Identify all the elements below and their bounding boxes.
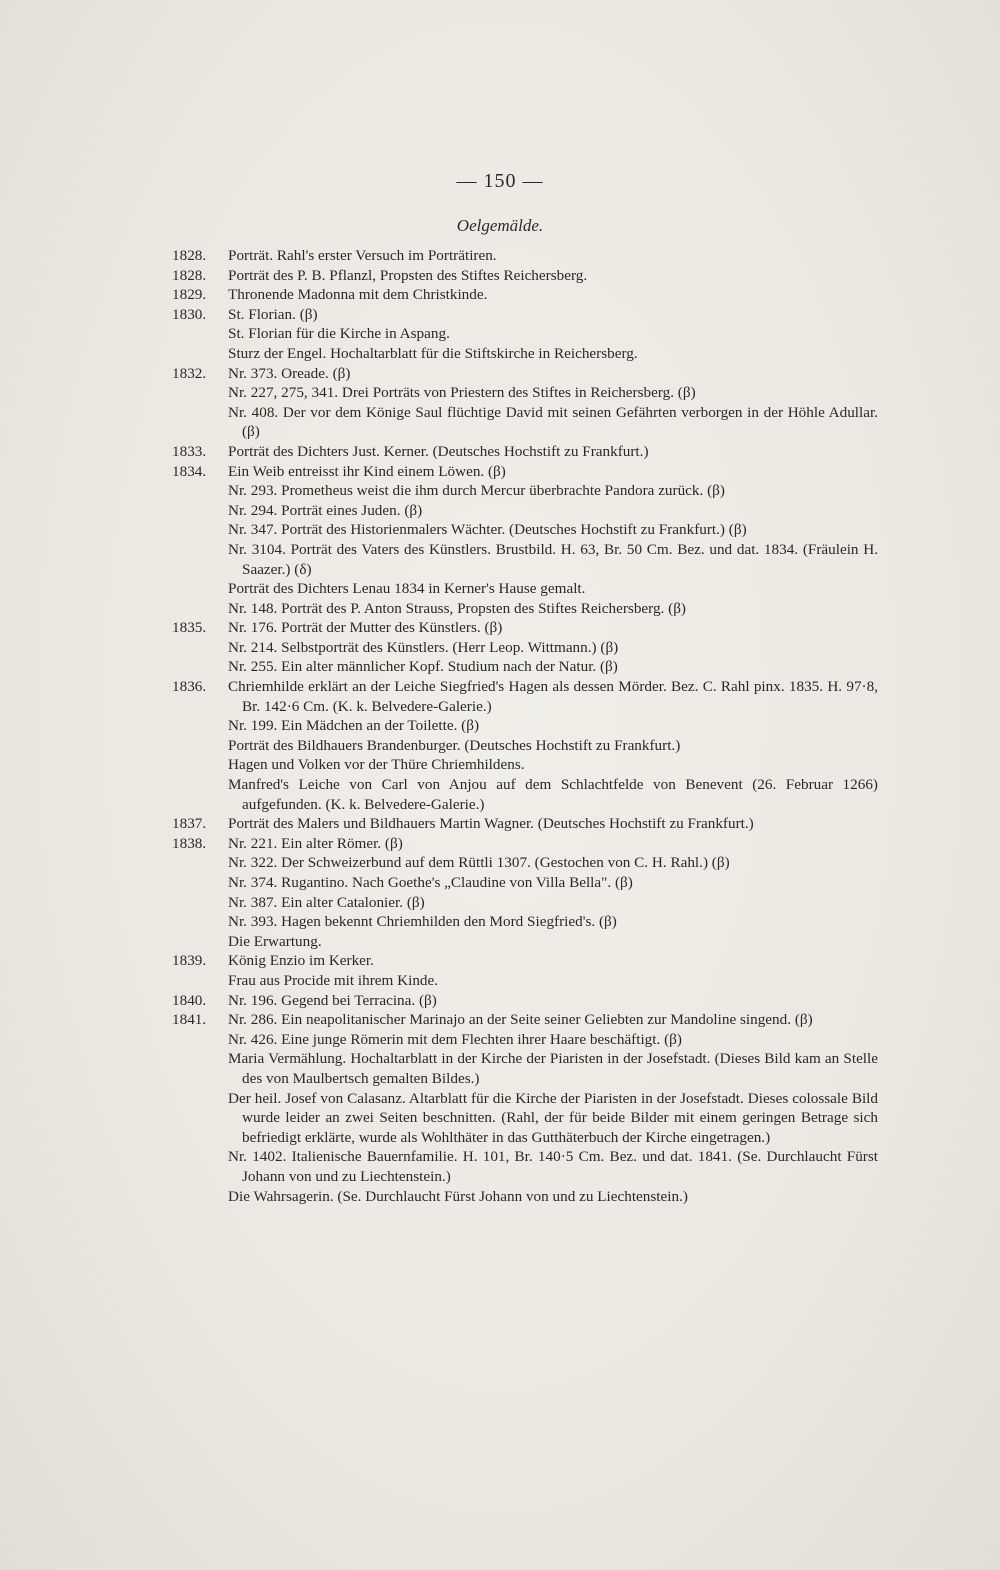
entry-text: Nr. 373. Oreade. (β) [228,364,351,382]
entry-year: 1837. [172,815,207,833]
catalog-entry [172,736,878,756]
entry-text: Maria Vermählung. Hochaltarblatt in der Kirche der Piaristen in der Josefstadt. (Dieses Bild kam an Stelle des von Maulbertsch gemalten Bildes.) [228,1050,878,1087]
entry-year: 1833. [172,442,207,460]
catalog-entry [172,324,878,344]
catalog-entry [172,344,878,364]
catalog-list [172,246,878,1206]
catalog-entry [172,893,878,913]
catalog-entry [172,755,878,775]
entry-text: Porträt des Dichters Just. Kerner. (Deutsches Hochstift zu Frankfurt.) [228,442,649,460]
catalog-entry [172,383,878,403]
entry-text: Nr. 221. Ein alter Römer. (β) [228,834,403,852]
catalog-entry [172,951,878,971]
entry-year: 1834. [172,462,207,480]
catalog-entry [172,991,878,1011]
entry-text: Nr. 3104. Porträt des Vaters des Künstlers. Brustbild. H. 63, Br. 50 Cm. Bez. und dat. 1834. (Fräulein H. Saazer.) (δ) [228,540,878,578]
entry-text: Porträt. Rahl's erster Versuch im Porträtiren. [228,247,497,264]
entry-text: St. Florian. (β) [228,305,318,323]
entry-text: Hagen und Volken vor der Thüre Chriemhildens. [228,756,525,774]
entry-text: Der heil. Josef von Calasanz. Altarblatt für die Kirche der Piaristen in der Josefstadt. Dieses colossale Bild wurde leider an zwei Seiten beschnitten. (Rahl, der für beide Bilder mit einem geringen Betrage sich befriedigt erklärte, wurde als Wohlthäter in das Gutthäterbuch der Kirche eingetragen.) [228,1089,878,1146]
entry-text: Nr. 387. Ein alter Catalonier. (β) [228,893,425,911]
entry-text: Nr. 255. Ein alter männlicher Kopf. Studium nach der Natur. (β) [228,658,618,676]
catalog-entry [172,1049,878,1088]
catalog-entry [172,481,878,501]
entry-text: Nr. 347. Porträt des Historienmalers Wächter. (Deutsches Hochstift zu Frankfurt.) (β) [228,521,747,539]
entry-year: 1836. [172,678,207,696]
catalog-entry [172,266,878,286]
section-title: Oelgemälde. [456,216,544,235]
entry-text: Die Erwartung. [228,932,322,950]
entry-year: 1832. [172,364,207,382]
entry-text: Thronende Madonna mit dem Christkinde. [228,286,488,304]
entry-text: Nr. 393. Hagen bekennt Chriemhilden den Mord Siegfried's. (β) [228,913,617,931]
catalog-entry [172,932,878,952]
catalog-entry [172,775,878,814]
entry-text: Porträt des Malers und Bildhauers Martin Wagner. (Deutsches Hochstift zu Frankfurt.) [228,815,754,833]
catalog-entry [172,364,878,384]
entry-text: Die Wahrsagerin. (Se. Durchlaucht Fürst Johann von und zu Liechtenstein.) [228,1187,688,1205]
entry-year: 1839. [172,952,207,970]
catalog-entry [172,246,878,266]
catalog-entry [172,599,878,619]
catalog-entry [172,618,878,638]
entry-text: Porträt des Bildhauers Brandenburger. (Deutsches Hochstift zu Frankfurt.) [228,736,681,754]
catalog-entry [172,540,878,579]
entry-text: Nr. 286. Ein neapolitanischer Marinajo an der Seite seiner Geliebten zur Mandoline singend. (β) [228,1011,813,1029]
entry-text: Nr. 293. Prometheus weist die ihm durch Mercur überbrachte Pandora zurück. (β) [228,482,725,500]
entry-text: Porträt des Dichters Lenau 1834 in Kerner's Hause gemalt. [228,580,586,598]
entry-text: Nr. 322. Der Schweizerbund auf dem Rüttli 1307. (Gestochen von C. H. Rahl.) (β) [228,854,730,872]
entry-text: Nr. 1402. Italienische Bauernfamilie. H. 101, Br. 140·5 Cm. Bez. und dat. 1841. (Se. Durchlaucht Fürst Johann von und zu Liechtenstein.) [228,1148,878,1185]
entry-year: 1829. [172,286,207,304]
entry-text: Chriemhilde erklärt an der Leiche Siegfried's Hagen als dessen Mörder. Bez. C. Rahl pinx. 1835. H. 97·8, Br. 142·6 Cm. (K. k. Belvedere-Galerie.) [228,678,878,715]
catalog-entry [172,1147,878,1186]
entry-text: Sturz der Engel. Hochaltarblatt für die Stiftskirche in Reichersberg. [228,344,638,362]
entry-text: Nr. 196. Gegend bei Terracina. (β) [228,991,437,1009]
catalog-entry [172,1030,878,1050]
entry-text: Porträt des P. B. Pflanzl, Propsten des Stiftes Reichersberg. [228,266,588,284]
page-number: — 150 — [456,170,544,192]
entry-year: 1840. [172,991,207,1009]
entry-text: Nr. 374. Rugantino. Nach Goethe's „Claudine von Villa Bella". (β) [228,874,633,891]
catalog-entry [172,716,878,736]
catalog-entry [172,579,878,599]
entry-year: 1828. [172,266,207,284]
entry-year: 1838. [172,834,207,852]
catalog-entry [172,657,878,677]
catalog-entry [172,1010,878,1030]
entry-year: 1828. [172,247,207,264]
catalog-entry [172,814,878,834]
entry-text: Nr. 199. Ein Mädchen an der Toilette. (β) [228,717,479,735]
catalog-entry [172,1089,878,1148]
catalog-entry [172,285,878,305]
catalog-entry [172,873,878,893]
entry-text: St. Florian für die Kirche in Aspang. [228,325,450,343]
catalog-entry [172,638,878,658]
entry-text: König Enzio im Kerker. [228,952,374,970]
entry-year: 1835. [172,619,207,637]
catalog-entry [172,501,878,521]
entry-text: Nr. 227, 275, 341. Drei Porträts von Priestern des Stiftes in Reichersberg. (β) [228,384,696,402]
catalog-entry [172,1187,878,1207]
entry-text: Frau aus Procide mit ihrem Kinde. [228,971,439,989]
catalog-entry [172,462,878,482]
entry-text: Nr. 408. Der vor dem Könige Saul flüchtige David mit seinen Gefährten verborgen in der Höhle Adullar. (β) [228,403,878,441]
catalog-entry [172,403,878,442]
catalog-entry [172,834,878,854]
entry-year: 1841. [172,1011,207,1029]
entry-text: Nr. 426. Eine junge Römerin mit dem Flechten ihrer Haare beschäftigt. (β) [228,1030,682,1048]
entry-text: Nr. 176. Porträt der Mutter des Künstlers. (β) [228,619,503,637]
catalog-entry [172,853,878,873]
entry-text: Ein Weib entreisst ihr Kind einem Löwen. (β) [228,462,506,480]
entry-text: Nr. 294. Porträt eines Juden. (β) [228,501,423,519]
catalog-entry [172,912,878,932]
entry-year: 1830. [172,305,207,323]
entry-text: Nr. 148. Porträt des P. Anton Strauss, Propsten des Stiftes Reichersberg. (β) [228,599,686,617]
catalog-entry [172,442,878,462]
catalog-entry [172,520,878,540]
catalog-entry [172,305,878,325]
catalog-entry [172,971,878,991]
catalog-entry [172,677,878,716]
entry-text: Nr. 214. Selbstporträt des Künstlers. (Herr Leop. Wittmann.) (β) [228,638,619,656]
entry-text: Manfred's Leiche von Carl von Anjou auf dem Schlachtfelde von Benevent (26. Februar 1266) aufgefunden. (K. k. Belvedere-Galerie.) [228,776,878,813]
